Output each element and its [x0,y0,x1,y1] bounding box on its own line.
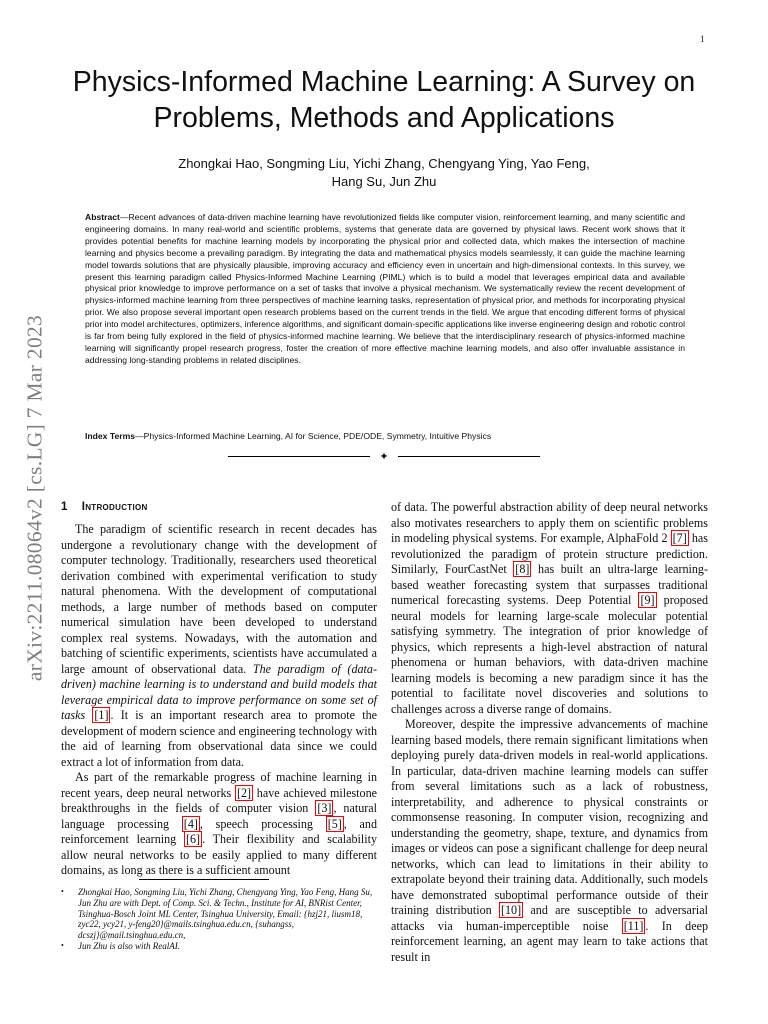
abstract [85,212,685,367]
index-terms-text: —Physics-Informed Machine Learning, AI for Science, PDE/ODE, Symmetry, Intuitive Physics [135,431,492,441]
arxiv-side-stamp [20,278,50,718]
citation-link-9[interactable]: [9] [640,593,655,607]
bullet-icon: • [61,940,64,950]
intro-paragraph-4: Moreover, despite the impressive advancements of machine learning based models, there remain significant limitations when deploying purely data-driven models in real-world applications. In particular, data-driven machine learning models can suffer from several limitations such as a lack of robustness, interpretability, and adherence to physical constraints or commonsense reasoning. In computer vision, recognizing and understanding the geometry, shape, texture, and dynamics from images or videos can pose a significant challenge for deep neural networks, which can lead to limitations in their ability to extrapolate beyond their training data. Additionally, such models have demonstrated suboptimal performance outside of their training distribution [10] and are susceptible to adversarial attacks via human-imperceptible noise [11] . In deep reinforcement learning, an agent may learn to take actions that result in [391,717,708,964]
divider-diamond-icon: ✦ [379,450,389,463]
author-line-2: Hang Su, Jun Zhu [331,174,437,189]
citation-link-7[interactable]: [7] [672,531,687,545]
footnote-realai: • Jun Zhu is also with RealAI. [61,940,180,951]
footnote-affiliation: • Zhongkai Hao, Songming Liu, Yichi Zhang, Chengyang Ying, Yao Feng, Hang Su, Jun Zhu are with Dept. of Comp. Sci. & Techn., Institute for AI, BNRist Center, Tsinghua-Bosch Joint ML Center, Tsinghua University, Email: {hzj21, liusm18, zyc22, ycy21, y-feng20}@mails.tsinghua.edu.cn, {suhangss, dcszj}@mail.tsinghua.edu.cn, [61,887,373,941]
author-list [100,155,668,191]
section-number: 1 [61,501,68,513]
citation-link-2[interactable]: [2] [236,785,252,800]
divider-rule-right [398,456,540,457]
right-column [391,500,708,965]
page-number: 1 [700,34,705,44]
citation-link-6[interactable]: [6] [185,832,201,846]
index-terms-label: Index Terms [85,431,135,441]
intro-paragraph-1: The paradigm of scientific research in recent decades has undergone a revolutionary change with the development of computer technology. Traditionally, researchers used theoretical derivation combined with experimental verification to study natural phenomena. With the development of computational methods, a large number of methods based on computer numerical simulation have been developed to understand complex real systems. Nowadays, with the automation and batching of scientific experiments, scientists have accumulated a large amount of observational data. The paradigm of (data-driven) machine learning is to understand and build models that leverage empirical data to improve performance on some set of tasks [1] . It is an important research area to promote the development of modern science and engineering technology with the aid of learning from observational data since we could extract a lot of information from data. [61,522,378,769]
bullet-icon: • [61,887,64,896]
section-title: Introduction [81,501,148,513]
paper-title: Physics-Informed Machine Learning: A Survey on Problems, Methods and Applications [72,66,696,134]
index-terms [85,430,685,442]
left-column [61,522,377,879]
paradigm-definition: The paradigm of (data-driven) machine learning is to understand and build models that leverage empirical data to improve performance on some set of tasks [61,661,377,722]
divider-rule-left [228,456,370,457]
footnote-rule [139,879,269,880]
citation-link-4[interactable]: [4] [183,816,198,831]
citation-link-11[interactable]: [11] [623,918,644,933]
footnotes [61,887,377,952]
citation-link-1[interactable]: [1] [94,708,109,722]
author-line-1: Zhongkai Hao, Songming Liu, Yichi Zhang, Chengyang Ying, Yao Feng, [178,156,590,171]
citation-link-8[interactable]: [8] [515,562,530,576]
abstract-label: Abstract [85,212,120,222]
intro-paragraph-3: of data. The powerful abstraction ability of deep neural networks also motivates researchers to apply them on scientific problems in modeling physical systems. For example, AlphaFold 2 [7] has revolutionized the paradigm of protein structure prediction. Similarly, FourCastNet [8] has built an ultra-large learning-based weather forecasting system that surpasses traditional numerical forecasting systems. Deep Potential [9] proposed neural models for learning large-scale molecular potential satisfying symmetry. The integration of prior knowledge of physics, which represents a high-level abstraction of natural phenomena or human behaviors, with data-driven machine learning models is becoming a new paradigm since it has the potential to facilitate novel discoveries and solutions to challenges across a diverse range of domains. [391,500,709,716]
section-heading [61,501,148,513]
citation-link-5[interactable]: [5] [327,816,342,831]
section-divider [228,450,540,464]
arxiv-identifier: arXiv:2211.08064v2 [cs.LG] 7 Mar 2023 [22,314,47,682]
citation-link-10[interactable]: [10] [500,903,522,917]
abstract-text: —Recent advances of data-driven machine learning have revolutionized fields like computer vision, reinforcement learning, and many scientific and engineering domains. In many real-world and scientific problems, systems that generate data are governed by physical laws. Recent work shows that it provides potential benefits for machine learning models by incorporating the physical prior and collected data, which makes the intersection of machine learning and physics become a prevailing paradigm. By integrating the data and mathematical physics models seamlessly, it can guide the machine learning model towards solutions that are physically plausible, improving accuracy and efficiency even in uncertain and high-dimensional contexts. In this survey, we present this learning paradigm called Physics-Informed Machine Learning (PIML) which is to build a model that leverages empirical data and available physical prior knowledge to improve performance on a set of tasks that involve a physical mechanism. We systematically review the recent development of physics-informed machine learning from three perspectives of machine learning tasks, representation of physical prior, and methods for incorporating physical prior. We also propose several important open research problems based on the current trends in the field. We argue that encoding different forms of physical prior into model architectures, optimizers, inference algorithms, and significant domain-specific applications like inverse engineering design and robotic control is far from being fully explored in the field of physics-informed machine learning. We believe that the interdisciplinary research of physics-informed machine learning will significantly propel research progress, foster the creation of more effective machine learning models, and also offer invaluable assistance in addressing long-standing problems in related disciplines. [85,212,685,365]
intro-paragraph-2: As part of the remarkable progress of machine learning in recent years, deep neural networks [2] have achieved milestone breakthroughs in the fields of computer vision [3] , natural language processing [4] , speech processing [5] , and reinforcement learning [6] . Their flexibility and scalability allow neural networks to be easily applied to many different domains, as long as there is a sufficient amount [61,770,378,877]
citation-link-3[interactable]: [3] [317,801,332,815]
